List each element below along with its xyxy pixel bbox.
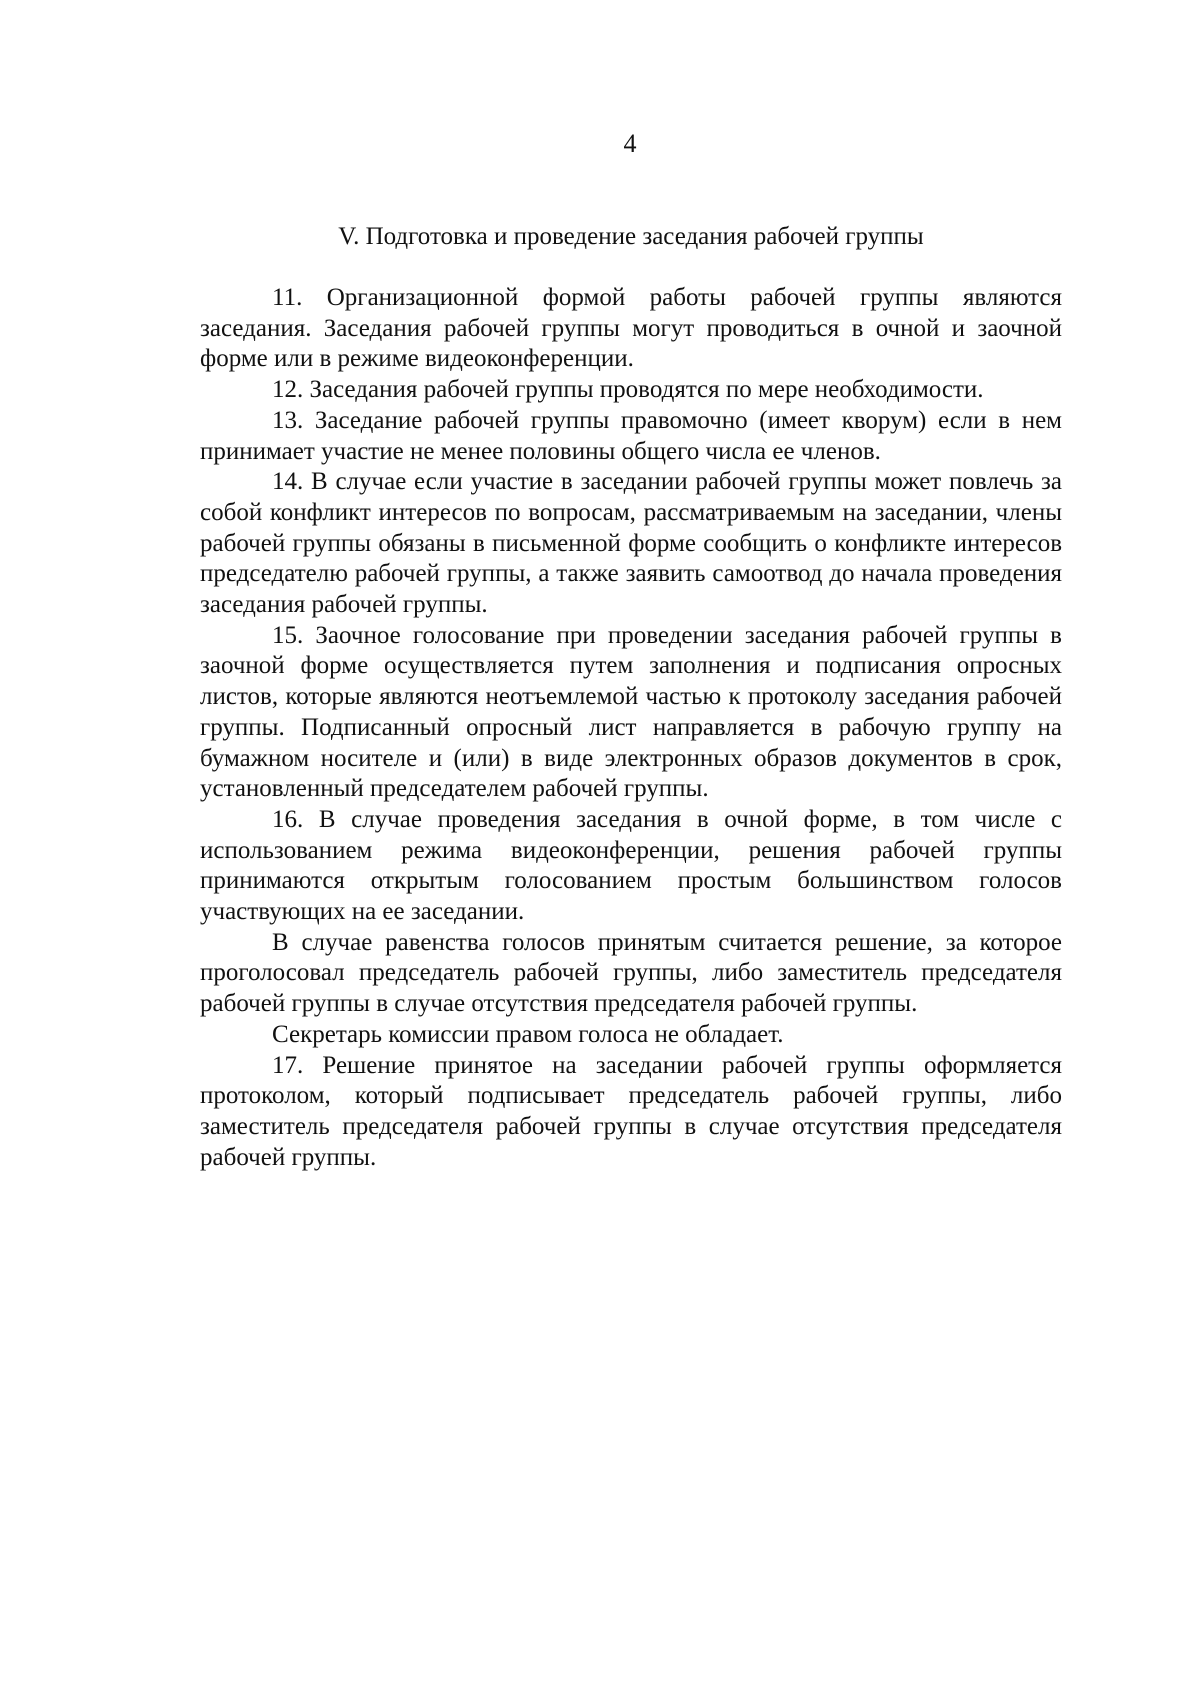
paragraph-16-tie-vote: В случае равенства голосов принятым считается решение, за которое проголосовал председатель рабочей группы, либо заместитель председателя рабочей группы в случае отсутствия председателя рабочей группы.: [200, 928, 1062, 1018]
paragraph-11: 11. Организационной формой работы рабочей группы являются заседания. Заседания рабочей группы могут проводиться в очной и заочной форме или в режиме видеоконференции.: [200, 284, 1062, 373]
paragraph-17: 17. Решение принятое на заседании рабочей группы оформляется протоколом, который подписывает председатель рабочей группы, либо заместитель председателя рабочей группы в случае отсутствия председателя рабочей группы.: [200, 1051, 1062, 1171]
paragraph-13: 13. Заседание рабочей группы правомочно (имеет кворум) если в нем принимает участие не менее половины общего числа ее членов.: [200, 406, 1062, 465]
page-number: 4: [623, 129, 637, 158]
document-body: [200, 283, 1062, 1173]
paragraph-16: 16. В случае проведения заседания в очной форме, в том числе с использованием режима видеоконференции, решения рабочей группы принимаются открытым голосованием простым большинством голосов участвующих на ее заседании.: [200, 805, 1062, 926]
paragraph-12: 12. Заседания рабочей группы проводятся по мере необходимости.: [272, 376, 984, 404]
paragraph-15: 15. Заочное голосование при проведении заседания рабочей группы в заочной форме осуществляется путем заполнения и подписания опросных листов, которые являются неотъемлемой частью к протоколу заседания рабочей группы. Подписанный опросный лист направляется в рабочую группу на бумажном носителе и (или) в виде электронных образов документов в срок, установленный председателем рабочей группы.: [200, 621, 1062, 803]
paragraph-16-secretary: Секретарь комиссии правом голоса не обладает.: [272, 1020, 784, 1048]
paragraph-14: 14. В случае если участие в заседании рабочей группы может повлечь за собой конфликт интересов по вопросам, рассматриваемым на заседании, члены рабочей группы обязаны в письменной форме сообщить о конфликте интересов председателю рабочей группы, а также заявить самоотвод до начала проведения заседания рабочей группы.: [200, 468, 1062, 619]
section-heading: V. Подготовка и проведение заседания рабочей группы: [338, 223, 924, 250]
